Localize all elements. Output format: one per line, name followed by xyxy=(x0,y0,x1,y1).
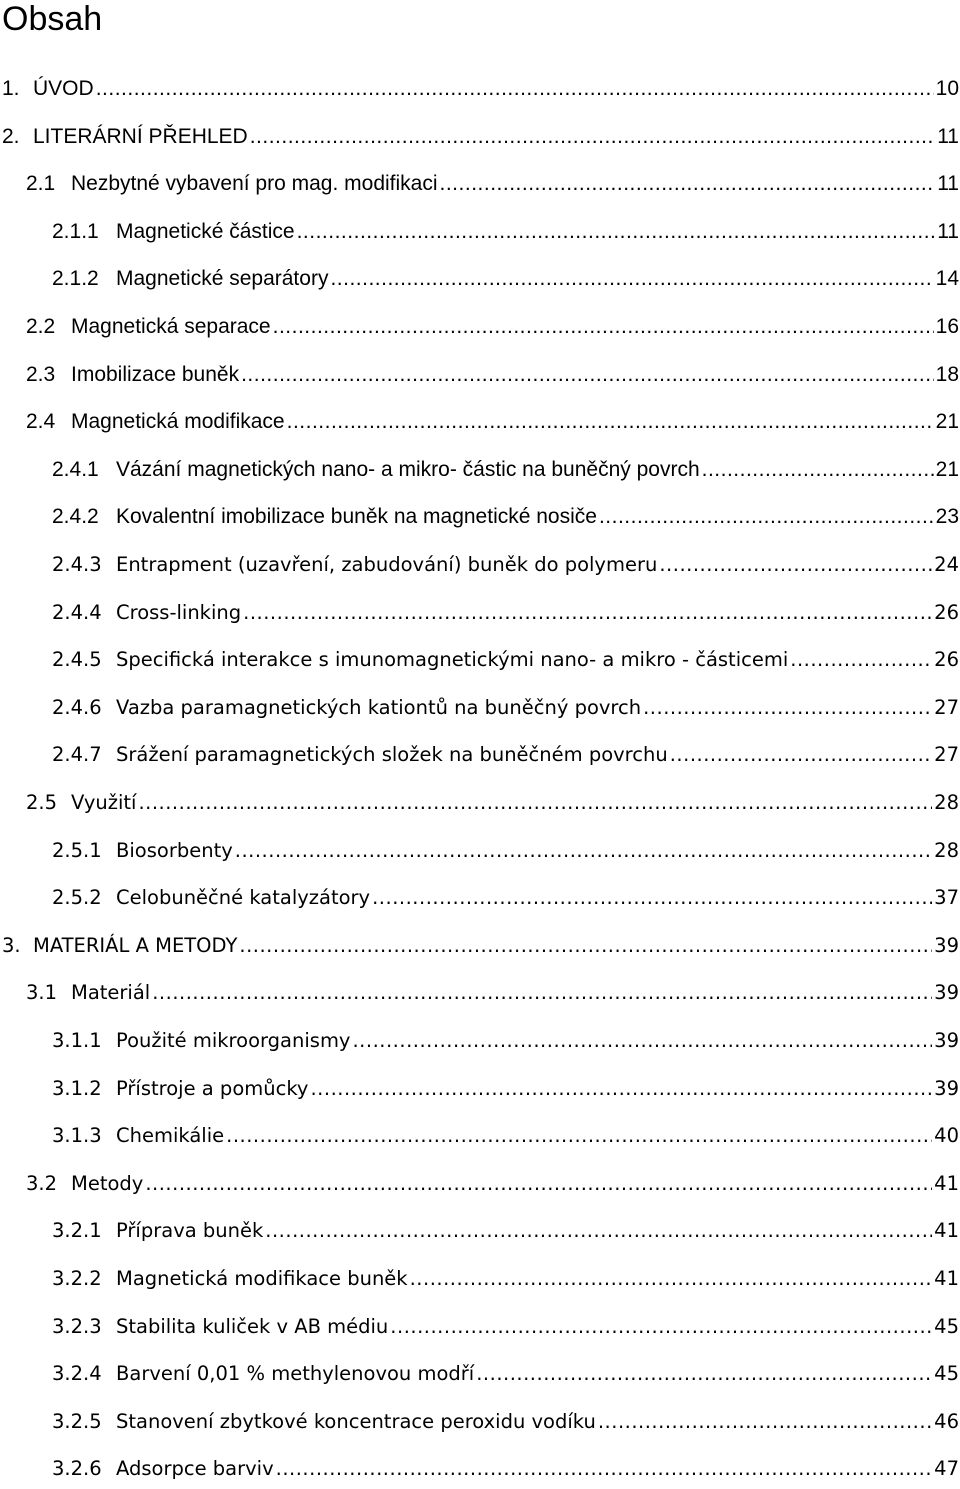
toc-entry[interactable] xyxy=(0,836,960,866)
toc-entry-title: Vazba paramagnetických kationtů na buněčný povrch xyxy=(116,695,642,719)
toc-entry[interactable] xyxy=(0,217,960,247)
toc-entry-page-number: 45 xyxy=(934,1362,959,1386)
toc-entry-number: 3.1.3 xyxy=(52,1124,102,1148)
toc-entry-title: Barvení 0,01 % methylenovou modří xyxy=(116,1362,475,1386)
dot-leader xyxy=(659,550,932,580)
toc-entry[interactable] xyxy=(0,883,960,913)
toc-entry-title: Celobuněčné katalyzátory xyxy=(116,886,371,910)
toc-entry-title: Materiál xyxy=(71,981,151,1005)
toc-entry-number: 2.4.2 xyxy=(52,505,99,529)
toc-entry[interactable] xyxy=(0,169,960,199)
toc-entry-page-number: 41 xyxy=(934,1219,959,1243)
dot-leader xyxy=(440,169,936,199)
toc-entry-title: Stabilita kuliček v AB médiu xyxy=(116,1314,389,1338)
toc-entry-number: 2.5.1 xyxy=(52,838,102,862)
toc-entry[interactable] xyxy=(0,1121,960,1151)
toc-entry-page-number: 46 xyxy=(934,1409,959,1433)
toc-entry-title: LITERÁRNÍ PŘEHLED xyxy=(33,124,248,148)
toc-entry-title: Specifická interakce s imunomagnetickými nano- a mikro - částicemi xyxy=(116,648,789,672)
toc-entry-page-number: 27 xyxy=(934,743,959,767)
toc-entry-number: 1. xyxy=(2,77,20,100)
toc-entry-page-number: 11 xyxy=(937,124,959,148)
toc-entry-page-number: 23 xyxy=(935,505,959,529)
toc-entry[interactable] xyxy=(0,1216,960,1246)
toc-entry[interactable] xyxy=(0,1407,960,1437)
page-title: Obsah xyxy=(2,0,103,38)
toc-entry-page-number: 28 xyxy=(934,791,959,814)
dot-leader xyxy=(145,1169,932,1199)
toc-entry-page-number: 24 xyxy=(934,553,959,576)
toc-entry[interactable] xyxy=(0,645,960,675)
toc-entry-page-number: 26 xyxy=(934,600,959,624)
toc-entry-number: 3.2.3 xyxy=(52,1314,102,1338)
toc-entry[interactable] xyxy=(0,502,960,532)
toc-entry-title: Vázání magnetických nano- a mikro- částic na buněčný povrch xyxy=(116,457,700,481)
toc-entry-title: MATERIÁL A METODY xyxy=(33,933,238,957)
toc-entry[interactable] xyxy=(0,978,960,1008)
toc-entry-number: 3.2.2 xyxy=(52,1267,102,1290)
toc-entry-page-number: 16 xyxy=(935,315,959,338)
dot-leader xyxy=(702,455,934,485)
toc-entry[interactable] xyxy=(0,360,960,390)
toc-entry-number: 2.5.2 xyxy=(52,886,102,910)
toc-entry-number: 3.1 xyxy=(26,981,58,1005)
toc-entry-title: Chemikálie xyxy=(116,1124,225,1148)
toc-entry-number: 3.2.5 xyxy=(52,1409,102,1433)
toc-entry[interactable] xyxy=(0,740,960,770)
toc-entry-number: 3.2.1 xyxy=(52,1219,102,1243)
toc-entry-page-number: 41 xyxy=(934,1171,959,1195)
toc-entry[interactable] xyxy=(0,788,960,818)
toc-entry[interactable] xyxy=(0,1074,960,1104)
dot-leader xyxy=(250,122,935,152)
toc-entry-page-number: 21 xyxy=(935,410,959,434)
toc-entry[interactable] xyxy=(0,122,960,152)
toc-entry-title: Entrapment (uzavření, zabudování) buněk do polymeru xyxy=(116,553,658,576)
toc-entry-page-number: 39 xyxy=(934,1076,959,1100)
toc-entry-title: Adsorpce barviv xyxy=(116,1457,274,1481)
toc-entry-number: 2. xyxy=(2,124,20,148)
toc-entry-page-number: 40 xyxy=(934,1124,959,1148)
toc-entry[interactable] xyxy=(0,1454,960,1484)
dot-leader xyxy=(226,1121,932,1151)
toc-entry-number: 3.1.1 xyxy=(52,1029,102,1052)
toc-entry-page-number: 41 xyxy=(934,1267,959,1290)
toc-entry-title: Kovalentní imobilizace buněk na magnetické nosiče xyxy=(116,505,597,529)
toc-entry-page-number: 37 xyxy=(934,886,959,910)
toc-entry-title: Nezbytné vybavení pro mag. modifikaci xyxy=(71,172,438,196)
toc-entry-number: 2.5 xyxy=(26,791,58,814)
toc-entry-number: 3.1.2 xyxy=(52,1076,102,1100)
toc-entry-number: 2.1.1 xyxy=(52,219,99,243)
toc-entry-title: Použité mikroorganismy xyxy=(116,1029,351,1052)
toc-entry[interactable] xyxy=(0,598,960,628)
toc-entry-page-number: 28 xyxy=(934,838,959,862)
dot-leader xyxy=(287,407,934,437)
toc-entry-title: Využití xyxy=(71,791,137,814)
toc-entry[interactable] xyxy=(0,312,960,342)
toc-entry-page-number: 10 xyxy=(935,77,959,100)
toc-entry-title: Cross-linking xyxy=(116,600,242,624)
toc-entry-page-number: 21 xyxy=(935,457,959,481)
dot-leader xyxy=(241,360,934,390)
toc-entry-title: Přístroje a pomůcky xyxy=(116,1076,309,1100)
toc-entry-number: 2.1 xyxy=(26,172,56,196)
toc-entry-page-number: 11 xyxy=(937,172,959,196)
dot-leader xyxy=(239,931,932,961)
toc-entry[interactable] xyxy=(0,455,960,485)
toc-entry-title: Srážení paramagnetických složek na buněčném povrchu xyxy=(116,743,668,767)
toc-entry-page-number: 39 xyxy=(934,981,959,1005)
dot-leader xyxy=(243,598,932,628)
dot-leader xyxy=(476,1359,932,1389)
dot-leader xyxy=(330,264,933,294)
dot-leader xyxy=(96,74,934,104)
toc-entry-number: 2.1.2 xyxy=(52,267,99,291)
dot-leader xyxy=(643,693,932,723)
dot-leader xyxy=(670,740,932,770)
toc-entry-page-number: 27 xyxy=(934,695,959,719)
dot-leader xyxy=(352,1026,932,1056)
toc-entry-title: ÚVOD xyxy=(33,77,94,100)
dot-leader xyxy=(273,312,934,342)
toc-entry-title: Magnetická modifikace xyxy=(71,410,285,434)
toc-entry-page-number: 11 xyxy=(937,219,959,243)
dot-leader xyxy=(790,645,932,675)
dot-leader xyxy=(138,788,932,818)
toc-entry-number: 2.4.4 xyxy=(52,600,102,624)
toc-entry-number: 3.2 xyxy=(26,1171,58,1195)
dot-leader xyxy=(598,1407,932,1437)
dot-leader xyxy=(297,217,936,247)
toc-entry[interactable] xyxy=(0,1312,960,1342)
toc-entry-title: Stanovení zbytkové koncentrace peroxidu vodíku xyxy=(116,1409,596,1433)
toc-entry-page-number: 18 xyxy=(935,362,959,386)
toc-entry-page-number: 47 xyxy=(934,1457,959,1481)
toc-entry-page-number: 26 xyxy=(934,648,959,672)
toc-entry[interactable] xyxy=(0,74,960,104)
toc-entry-number: 2.4 xyxy=(26,410,56,434)
toc-entry[interactable] xyxy=(0,693,960,723)
toc-entry-number: 2.2 xyxy=(26,315,56,338)
toc-entry[interactable] xyxy=(0,1359,960,1389)
dot-leader xyxy=(372,883,932,913)
dot-leader xyxy=(152,978,932,1008)
dot-leader xyxy=(310,1074,932,1104)
toc-entry-number: 3.2.4 xyxy=(52,1362,102,1386)
toc-entry-number: 2.4.7 xyxy=(52,743,102,767)
toc-entry-title: Biosorbenty xyxy=(116,838,233,862)
toc-entry-page-number: 39 xyxy=(934,933,959,957)
toc-entry-number: 2.4.5 xyxy=(52,648,102,672)
toc-entry-page-number: 39 xyxy=(934,1029,959,1052)
toc-entry-number: 3. xyxy=(2,933,21,957)
toc-entry[interactable] xyxy=(0,264,960,294)
toc-entry-title: Metody xyxy=(71,1171,144,1195)
toc-entry-title: Magnetické částice xyxy=(116,219,295,243)
toc-entry-title: Imobilizace buněk xyxy=(71,362,240,386)
toc-entry[interactable] xyxy=(0,1264,960,1294)
toc-entry-number: 2.4.3 xyxy=(52,553,102,576)
dot-leader xyxy=(265,1216,932,1246)
toc-entry-page-number: 45 xyxy=(934,1314,959,1338)
dot-leader xyxy=(599,502,934,532)
toc-entry-number: 2.4.6 xyxy=(52,695,102,719)
toc-entry-page-number: 14 xyxy=(935,267,959,291)
toc-entry[interactable] xyxy=(0,931,960,961)
toc-entry[interactable] xyxy=(0,1169,960,1199)
dot-leader xyxy=(410,1264,933,1294)
toc-entry-title: Magnetická separace xyxy=(71,315,271,338)
toc-entry-title: Magnetická modifikace buněk xyxy=(116,1267,408,1290)
toc-entry-number: 3.2.6 xyxy=(52,1457,102,1481)
toc-entry-title: Magnetické separátory xyxy=(116,267,329,291)
dot-leader xyxy=(390,1312,932,1342)
dot-leader xyxy=(276,1454,933,1484)
toc-entry[interactable] xyxy=(0,1026,960,1056)
toc-entry-number: 2.4.1 xyxy=(52,457,99,481)
toc-entry[interactable] xyxy=(0,407,960,437)
toc-entry-number: 2.3 xyxy=(26,362,56,386)
dot-leader xyxy=(235,836,932,866)
toc-entry-title: Příprava buněk xyxy=(116,1219,264,1243)
toc-entry[interactable] xyxy=(0,550,960,580)
